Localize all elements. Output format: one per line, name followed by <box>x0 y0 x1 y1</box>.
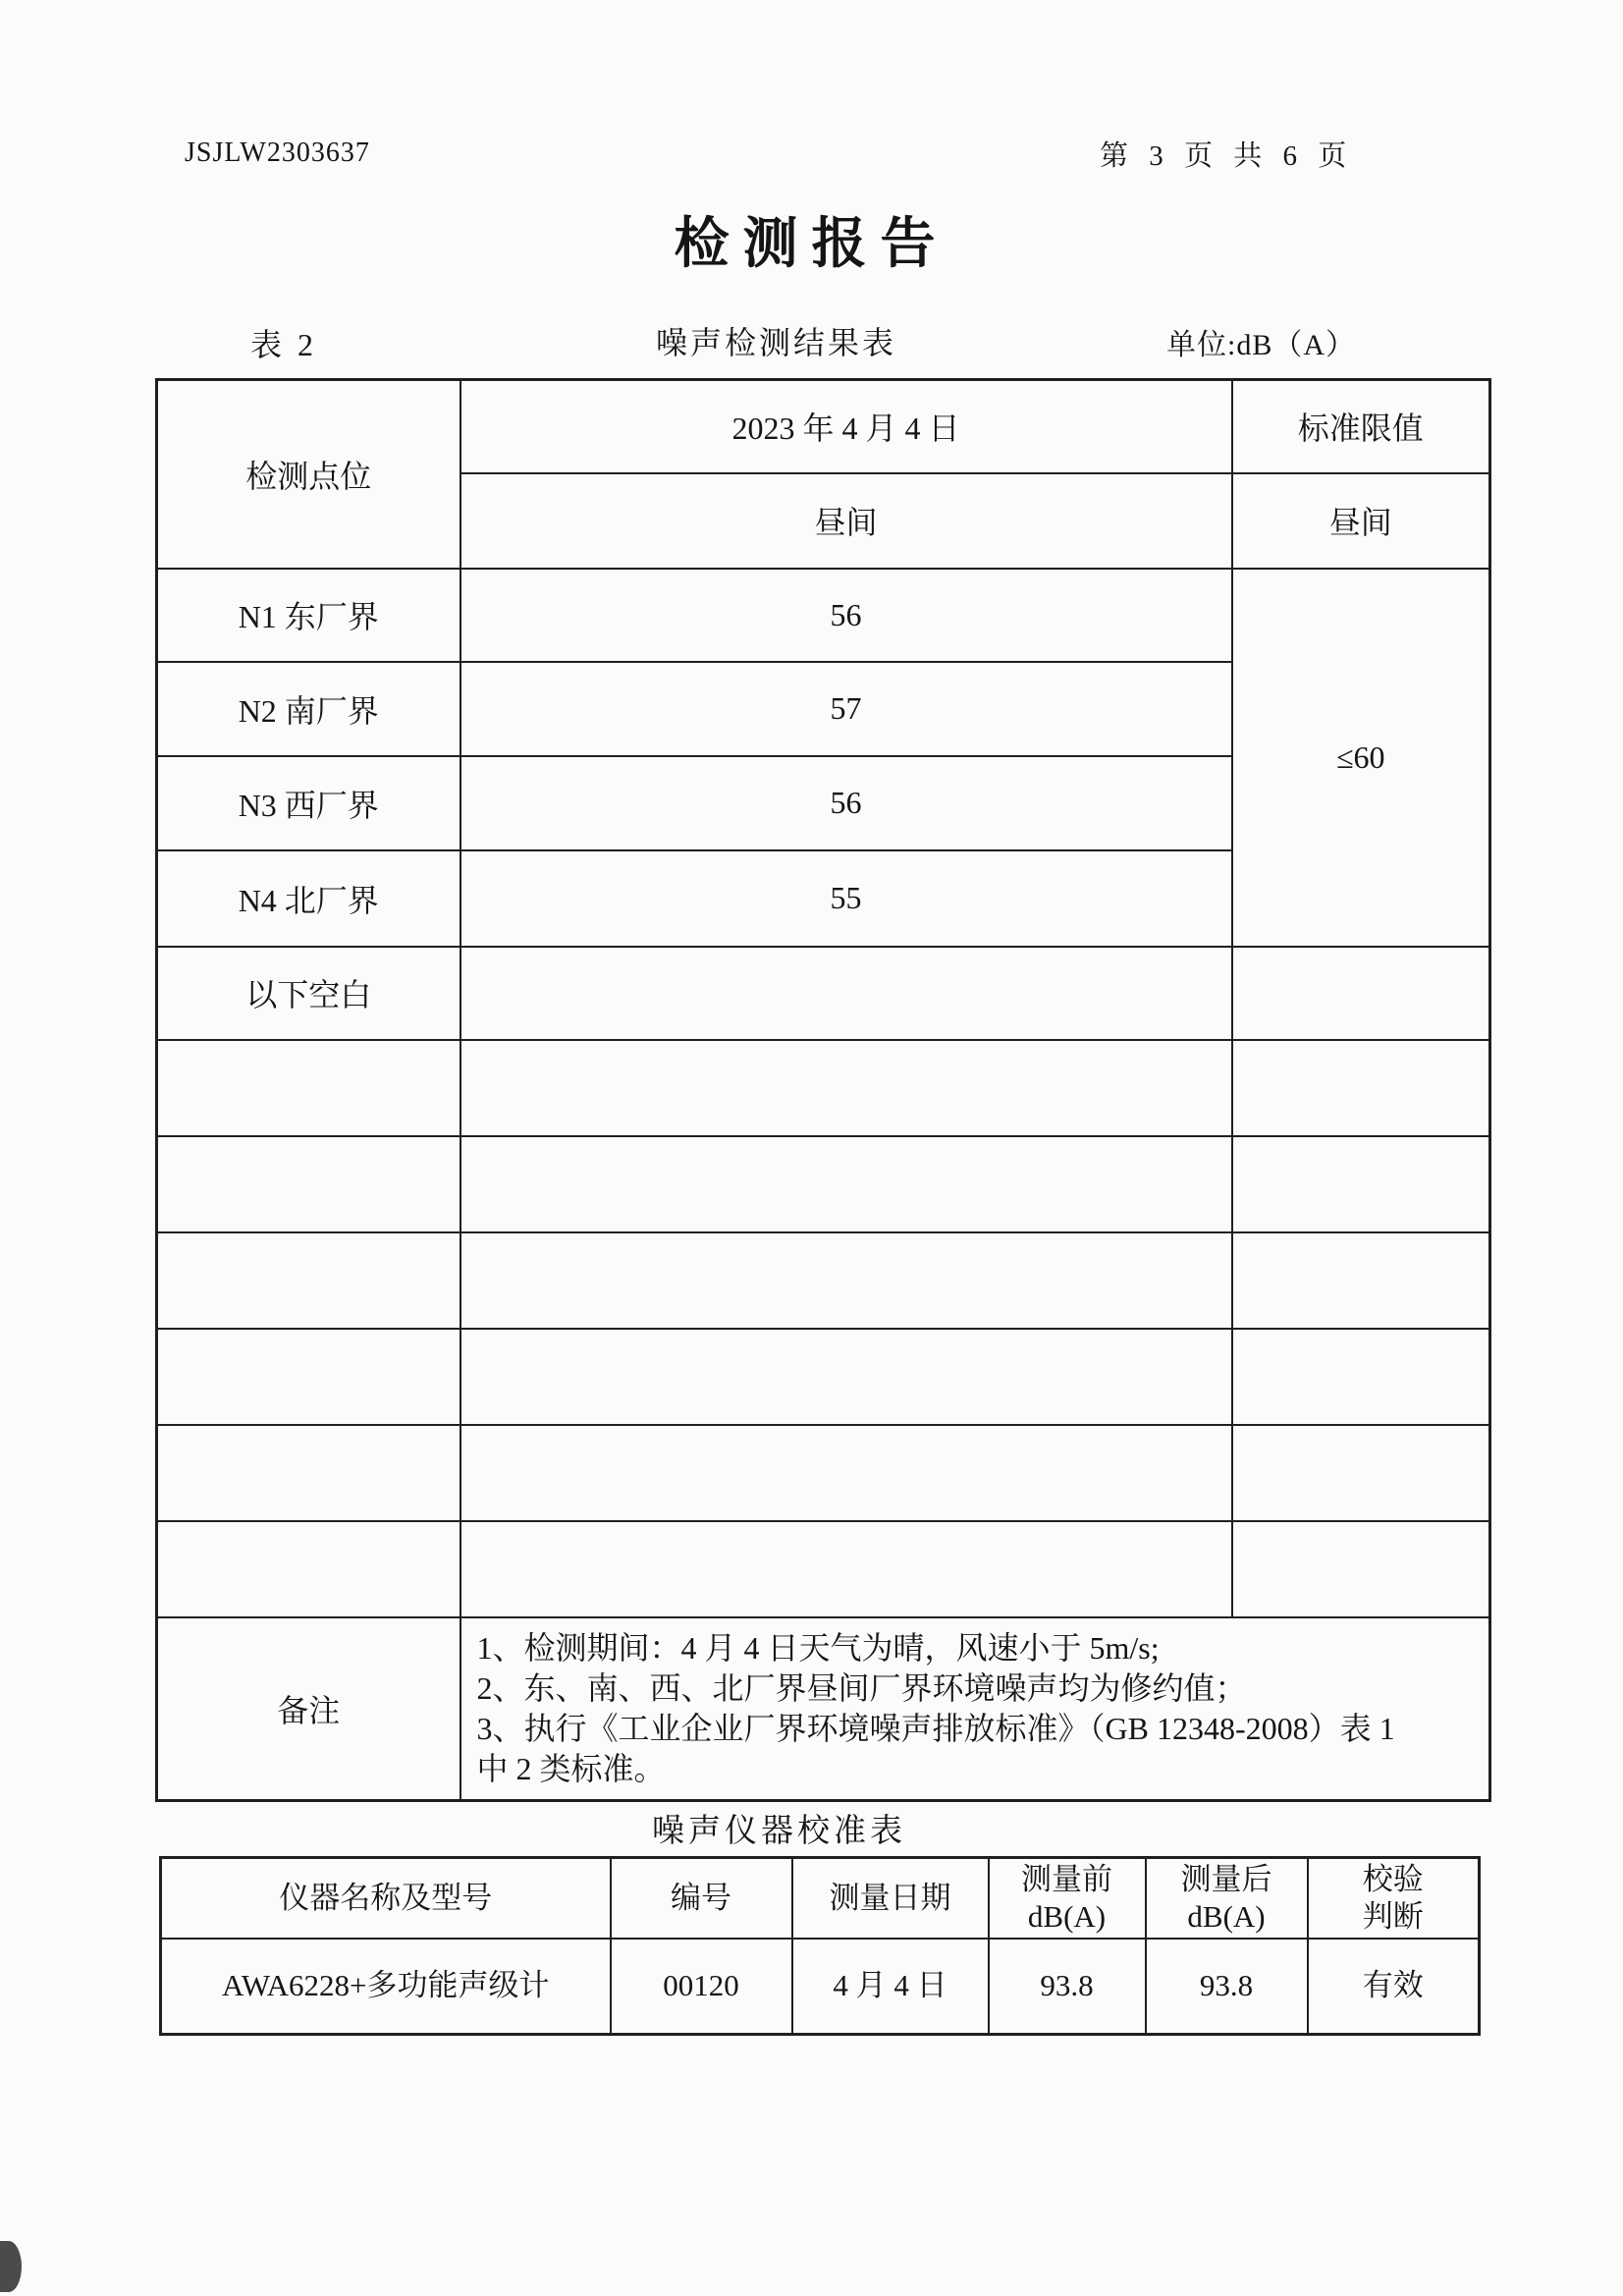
calibration-table-title: 噪声仪器校准表 <box>652 1814 906 1849</box>
point-label: N3 西厂界 <box>157 756 460 850</box>
header-judgement-cell: 校验 判断 <box>1308 1858 1480 1940</box>
remark-content <box>460 1617 1490 1801</box>
empty-cell <box>1232 1329 1490 1425</box>
instrument-serial: 00120 <box>611 1939 792 2034</box>
empty-cell <box>1232 947 1490 1040</box>
empty-cell <box>157 1425 460 1521</box>
scan-artifact <box>0 2241 22 2292</box>
header-before-cell: 测量前 dB(A) <box>989 1858 1146 1940</box>
header-serial-cell: 编号 <box>611 1858 792 1940</box>
remark-line: 中 2 类标准。 <box>476 1750 666 1786</box>
judgement-value: 有效 <box>1308 1939 1480 2034</box>
page-indicator: 第 3 页 共 6 页 <box>1100 140 1354 172</box>
limit-value-cell: ≤60 <box>1232 569 1490 947</box>
blank-note-label: 以下空白 <box>157 947 460 1040</box>
empty-cell <box>157 1232 460 1329</box>
noise-results-table <box>155 378 1491 1802</box>
noise-value: 55 <box>460 850 1232 947</box>
empty-cell <box>1232 1232 1490 1329</box>
header-daytime-cell: 昼间 <box>460 473 1232 569</box>
header-after-cell: 测量后 dB(A) <box>1146 1858 1308 1940</box>
header-limit-daytime-cell: 昼间 <box>1232 473 1490 569</box>
unit-label: 单位:dB（A） <box>1166 329 1357 361</box>
table-row-blank-note <box>157 947 1490 1040</box>
header-row-date <box>157 380 1490 473</box>
remark-line: 2、东、南、西、北厂界昼间厂界环境噪声均为修约值； <box>476 1669 1247 1706</box>
empty-cell <box>1232 1425 1490 1521</box>
report-title: 检测报告 <box>674 214 949 275</box>
after-value: 93.8 <box>1146 1939 1308 2034</box>
empty-cell <box>157 1136 460 1232</box>
empty-cell <box>1232 1521 1490 1617</box>
point-label: N2 南厂界 <box>157 662 460 756</box>
calibration-header-row <box>161 1858 1480 1940</box>
before-value: 93.8 <box>989 1939 1146 2034</box>
table-row-empty <box>157 1040 1490 1136</box>
table-number-label: 表 2 <box>250 327 318 362</box>
point-label: N4 北厂界 <box>157 850 460 947</box>
empty-cell <box>460 1232 1232 1329</box>
header-point-cell: 检测点位 <box>157 380 460 569</box>
table-row-remark <box>157 1617 1490 1801</box>
table-row-empty <box>157 1329 1490 1425</box>
empty-cell <box>460 1329 1232 1425</box>
table-row-empty <box>157 1136 1490 1232</box>
remark-label: 备注 <box>157 1617 460 1801</box>
noise-table-title: 噪声检测结果表 <box>655 325 897 360</box>
measure-date: 4 月 4 日 <box>792 1939 989 2034</box>
remark-line: 3、执行《工业企业厂界环境噪声排放标准》（GB 12348-2008）表 1 <box>476 1710 1395 1746</box>
remark-line: 1、检测期间：4 月 4 日天气为晴，风速小于 5m/s; <box>476 1629 1160 1666</box>
header-instrument-cell: 仪器名称及型号 <box>161 1858 611 1940</box>
noise-value: 56 <box>460 569 1232 662</box>
header-date-cell: 测量日期 <box>792 1858 989 1940</box>
table-row-empty <box>157 1232 1490 1329</box>
table-row-empty <box>157 1521 1490 1617</box>
empty-cell <box>460 1136 1232 1232</box>
noise-value: 56 <box>460 756 1232 850</box>
header-date-cell: 2023 年 4 月 4 日 <box>460 380 1232 473</box>
noise-value: 57 <box>460 662 1232 756</box>
table-row-empty <box>157 1425 1490 1521</box>
empty-cell <box>157 1040 460 1136</box>
table-row-n1 <box>157 569 1490 662</box>
empty-cell <box>157 1521 460 1617</box>
instrument-name: AWA6228+多功能声级计 <box>161 1939 611 2034</box>
empty-cell <box>157 1329 460 1425</box>
empty-cell <box>460 1040 1232 1136</box>
empty-cell <box>460 947 1232 1040</box>
doc-number: JSJLW2303637 <box>185 137 370 168</box>
header-limit-cell: 标准限值 <box>1232 380 1490 473</box>
empty-cell <box>1232 1136 1490 1232</box>
empty-cell <box>1232 1040 1490 1136</box>
calibration-table <box>159 1856 1481 2036</box>
point-label: N1 东厂界 <box>157 569 460 662</box>
empty-cell <box>460 1521 1232 1617</box>
calibration-data-row <box>161 1939 1480 2034</box>
empty-cell <box>460 1425 1232 1521</box>
